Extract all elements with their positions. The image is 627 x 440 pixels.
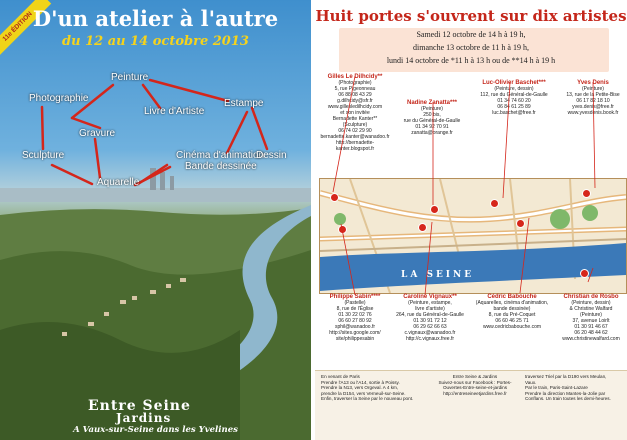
artist-info xyxy=(557,300,625,342)
info-line: (Aquarelles, cinéma d'animation, xyxy=(475,300,549,306)
info-line: 112, rue du Général-de-Gaulle xyxy=(480,92,548,98)
discipline-aquarelle: Aquarelle xyxy=(97,177,140,188)
info-line: zanatta@orange.fr xyxy=(411,130,453,136)
artist-card: Nadine Zanatta*** (Peinture) 250 bis, rue du Général-de-Gaulle 01 34 92 70 91 zanatta@orange.fr xyxy=(397,100,467,136)
artist-card: Yves Denis (Peinture) 13, rue de la Petite-Bise 06 17 82 18 10 yves.denis@free.fr www.yvesdenis.book.fr xyxy=(561,80,625,116)
info-line: 8, rue de l'Église xyxy=(336,306,374,312)
info-line: c.vignaux@wanadoo.fr xyxy=(404,330,456,336)
map-marker[interactable] xyxy=(418,223,427,232)
info-line: livre d'artiste) xyxy=(415,306,445,312)
info-line: 01 34 92 70 91 xyxy=(415,124,449,130)
map-marker[interactable] xyxy=(430,205,439,214)
info-line: (Pastelle) xyxy=(344,300,366,306)
discipline-photographie: Photographie xyxy=(29,93,89,104)
info-line: sphil@wanadoo.fr xyxy=(334,324,376,330)
info-line: Entre Seine & Jardins xyxy=(452,374,498,379)
info-line: 06 17 82 18 10 xyxy=(576,98,610,104)
artist-info xyxy=(470,86,558,116)
info-line: Prendre l'A13 ou l'A14, sortie à Poissy. xyxy=(321,379,400,385)
info-line: Bernadette Kanter** xyxy=(332,116,378,122)
poster-title: D'un atelier à l'autre xyxy=(32,6,279,31)
info-line: http://c.vignaux.free.fr xyxy=(405,336,455,342)
info-line: luc.baschet@free.fr xyxy=(492,110,536,116)
schedule-line-3: lundi 14 octobre de *11 h à 13 h ou de **14 h à 19 h xyxy=(386,56,556,65)
info-line: yves.denis@free.fr xyxy=(572,104,614,110)
info-line: 13, rue de la Petite-Bise xyxy=(566,92,620,98)
info-line: 8, rue du Pré-Coquet xyxy=(488,312,536,318)
artist-info xyxy=(319,80,391,152)
info-line: bande dessinée) xyxy=(493,306,531,312)
discipline-sculpture: Sculpture xyxy=(22,150,65,161)
info-line: 37, avenue Loirlt xyxy=(572,318,610,324)
info-line: 06 29 62 66 63 xyxy=(413,324,447,330)
info-line: www.cedricbabouche.com xyxy=(482,324,542,330)
discipline-gravure: Gravure xyxy=(79,128,116,139)
info-line: Suivez-nous sur Facebook : Portes-Ouvertes-Entre-seine-et-jardins xyxy=(438,379,512,391)
info-line: traversez Triel par la D190 vers Meulan, xyxy=(525,374,607,379)
discipline-cinema: Cinéma d'animation xyxy=(176,150,265,161)
info-line: 250 bis, xyxy=(423,112,441,118)
info-line: www.gillesledilhcidy.com xyxy=(327,104,383,110)
info-line: http://bernadette-kanter.blogspot.fr xyxy=(335,140,375,152)
info-line: site/philippesabin xyxy=(335,336,375,342)
map-marker[interactable] xyxy=(490,199,499,208)
info-line: http://entreseineetjardins.free.fr xyxy=(443,390,507,396)
logo-entre-seine: Entre Seine xyxy=(88,398,191,414)
info-line: (Photographie) xyxy=(338,80,372,86)
poster-location: A Vaux-sur-Seine dans les Yvelines xyxy=(73,425,238,435)
artist-info xyxy=(469,300,555,330)
map-marker[interactable] xyxy=(582,189,591,198)
artist-info xyxy=(561,86,625,116)
artist-card: Caroline Vignaux** (Peinture, estampe, livre d'artiste) 264, rue du Général-de-Gaulle 01 30 91 72 12 06 29 62 66 63 c.vignaux@wanadoo.fr http://c.vignaux.free.fr xyxy=(393,294,467,342)
info-line: Prendre la direction Mantes-la-Jolie par xyxy=(525,390,606,396)
footer-directions-right xyxy=(525,374,625,402)
landscape-illustration xyxy=(0,0,311,440)
schedule-line-1: Samedi 12 octobre de 14 h à 19 h, xyxy=(416,30,526,39)
info-line: 01 34 74 60 20 xyxy=(497,98,531,104)
schedule-line-2: dimanche 13 octobre de 11 h à 19 h, xyxy=(413,43,529,52)
info-line: www.christinewalfard.com xyxy=(562,336,620,342)
info-line: (Peinture) xyxy=(580,312,602,318)
info-line: 06 60 27 80 92 xyxy=(338,318,372,324)
info-line: 5, rue Pigeonneau xyxy=(334,86,376,92)
info-line: prendre la D154, vers Verneuil-sur-Seine. xyxy=(321,390,406,396)
poster-right-panel xyxy=(315,0,627,440)
logo-jardins: Jardins xyxy=(116,411,172,425)
info-line: Enfin, traverser la Seine par le nouveau pont. xyxy=(321,396,414,402)
map-river-label: LA SEINE xyxy=(401,270,475,280)
info-line: 01 30 91 46 67 xyxy=(574,324,608,330)
artist-info xyxy=(319,300,391,342)
artist-card: Philippe Sabin**** (Pastelle) 8, rue de l'Église 01 30 22 02 76 06 60 27 80 92 sphil@wanadoo.fr http://sites.google.com/ site/philippesabin xyxy=(319,294,391,342)
info-line: En venant de Paris xyxy=(321,374,360,379)
info-line: 06 60 46 25 71 xyxy=(495,318,529,324)
info-line: Prendre la N13, vers Orgeval. A 4 km, xyxy=(321,385,399,391)
info-line: www.yvesdenis.book.fr xyxy=(567,110,619,116)
map-marker[interactable] xyxy=(580,269,589,278)
info-line: rue du Général-de-Gaulle xyxy=(403,118,461,124)
info-line: Vaux. xyxy=(525,379,537,385)
artist-card: Gilles Le Dilhcidy** (Photographie) 5, rue Pigeonneau 06 88 08 43 29 g.dilhcidy@sfr.fr www.gillesledilhcidy.com et son invitée Bernadette Kanter** (Sculpture) 06 74 02 29 90 bernadette.kanter@wanadoo.fr http://bernadette-kanter.blogspot.fr xyxy=(320,74,390,152)
footer-logo-links xyxy=(429,374,521,396)
discipline-estampe: Estampe xyxy=(224,98,264,109)
info-line: 264, rue du Général-de-Gaulle xyxy=(396,312,464,318)
info-line: http://sites.google.com/ xyxy=(329,330,381,336)
map-marker[interactable] xyxy=(330,193,339,202)
info-line: (Peinture) xyxy=(582,86,604,92)
discipline-livre: Livre d'Artiste xyxy=(144,106,205,117)
info-line: (Peinture, dessin) xyxy=(494,86,534,92)
discipline-dessin: Dessin xyxy=(256,150,287,161)
info-line: bernadette.kanter@wanadoo.fr xyxy=(320,134,390,140)
info-line: 06 74 02 29 90 xyxy=(338,128,372,134)
map-marker[interactable] xyxy=(338,225,347,234)
info-line: & Christine Walfard xyxy=(569,306,613,312)
info-line: (Peinture, estampe, xyxy=(408,300,452,306)
info-line: 06 88 08 43 29 xyxy=(338,92,372,98)
right-title: Huit portes s'ouvrent sur dix artistes xyxy=(315,7,627,25)
artist-info xyxy=(393,300,467,342)
poster-left-panel xyxy=(0,0,311,440)
map-marker[interactable] xyxy=(516,219,525,228)
info-line: g.dilhcidy@sfr.fr xyxy=(337,98,373,104)
info-line: et son invitée xyxy=(340,110,370,116)
info-line: 06 20 48 44 62 xyxy=(574,330,608,336)
edition-ribbon: 11e ÉDITION xyxy=(0,0,51,60)
artist-info xyxy=(397,106,467,136)
info-line: (Sculpture) xyxy=(342,122,368,128)
info-line: 01 30 22 02 76 xyxy=(338,312,372,318)
footer-directions-left xyxy=(321,374,427,402)
info-line: (Peinture) xyxy=(421,106,443,112)
artist-card: Cédric Babouche (Aquarelles, cinéma d'animation, bande dessinée) 8, rue du Pré-Coquet 06 60 46 25 71 www.cedricbabouche.com xyxy=(469,294,555,330)
poster-dates: du 12 au 14 octobre 2013 xyxy=(62,34,249,49)
artist-card: Luc-Olivier Baschet*** (Peinture, dessin) 112, rue du Général-de-Gaulle 01 34 74 60 20 06 84 61 25 89 luc.baschet@free.fr xyxy=(470,80,558,116)
discipline-bd: Bande dessinée xyxy=(185,161,257,172)
info-line: 06 84 61 25 89 xyxy=(497,104,531,110)
info-line: (Peinture, dessin) xyxy=(571,300,611,306)
info-line: 01 30 91 72 12 xyxy=(413,318,447,324)
artist-card: Christian de Rosbo (Peinture, dessin) & Christine Walfard (Peinture) 37, avenue Loirlt 01 30 91 46 67 06 20 48 44 62 www.christinewalfard.com xyxy=(557,294,625,342)
info-line: Conflans. Un train toutes les demi-heures. xyxy=(525,396,611,402)
discipline-peinture: Peinture xyxy=(111,72,149,83)
info-line: Par le train, Paris-Saint-Lazare xyxy=(525,385,588,391)
